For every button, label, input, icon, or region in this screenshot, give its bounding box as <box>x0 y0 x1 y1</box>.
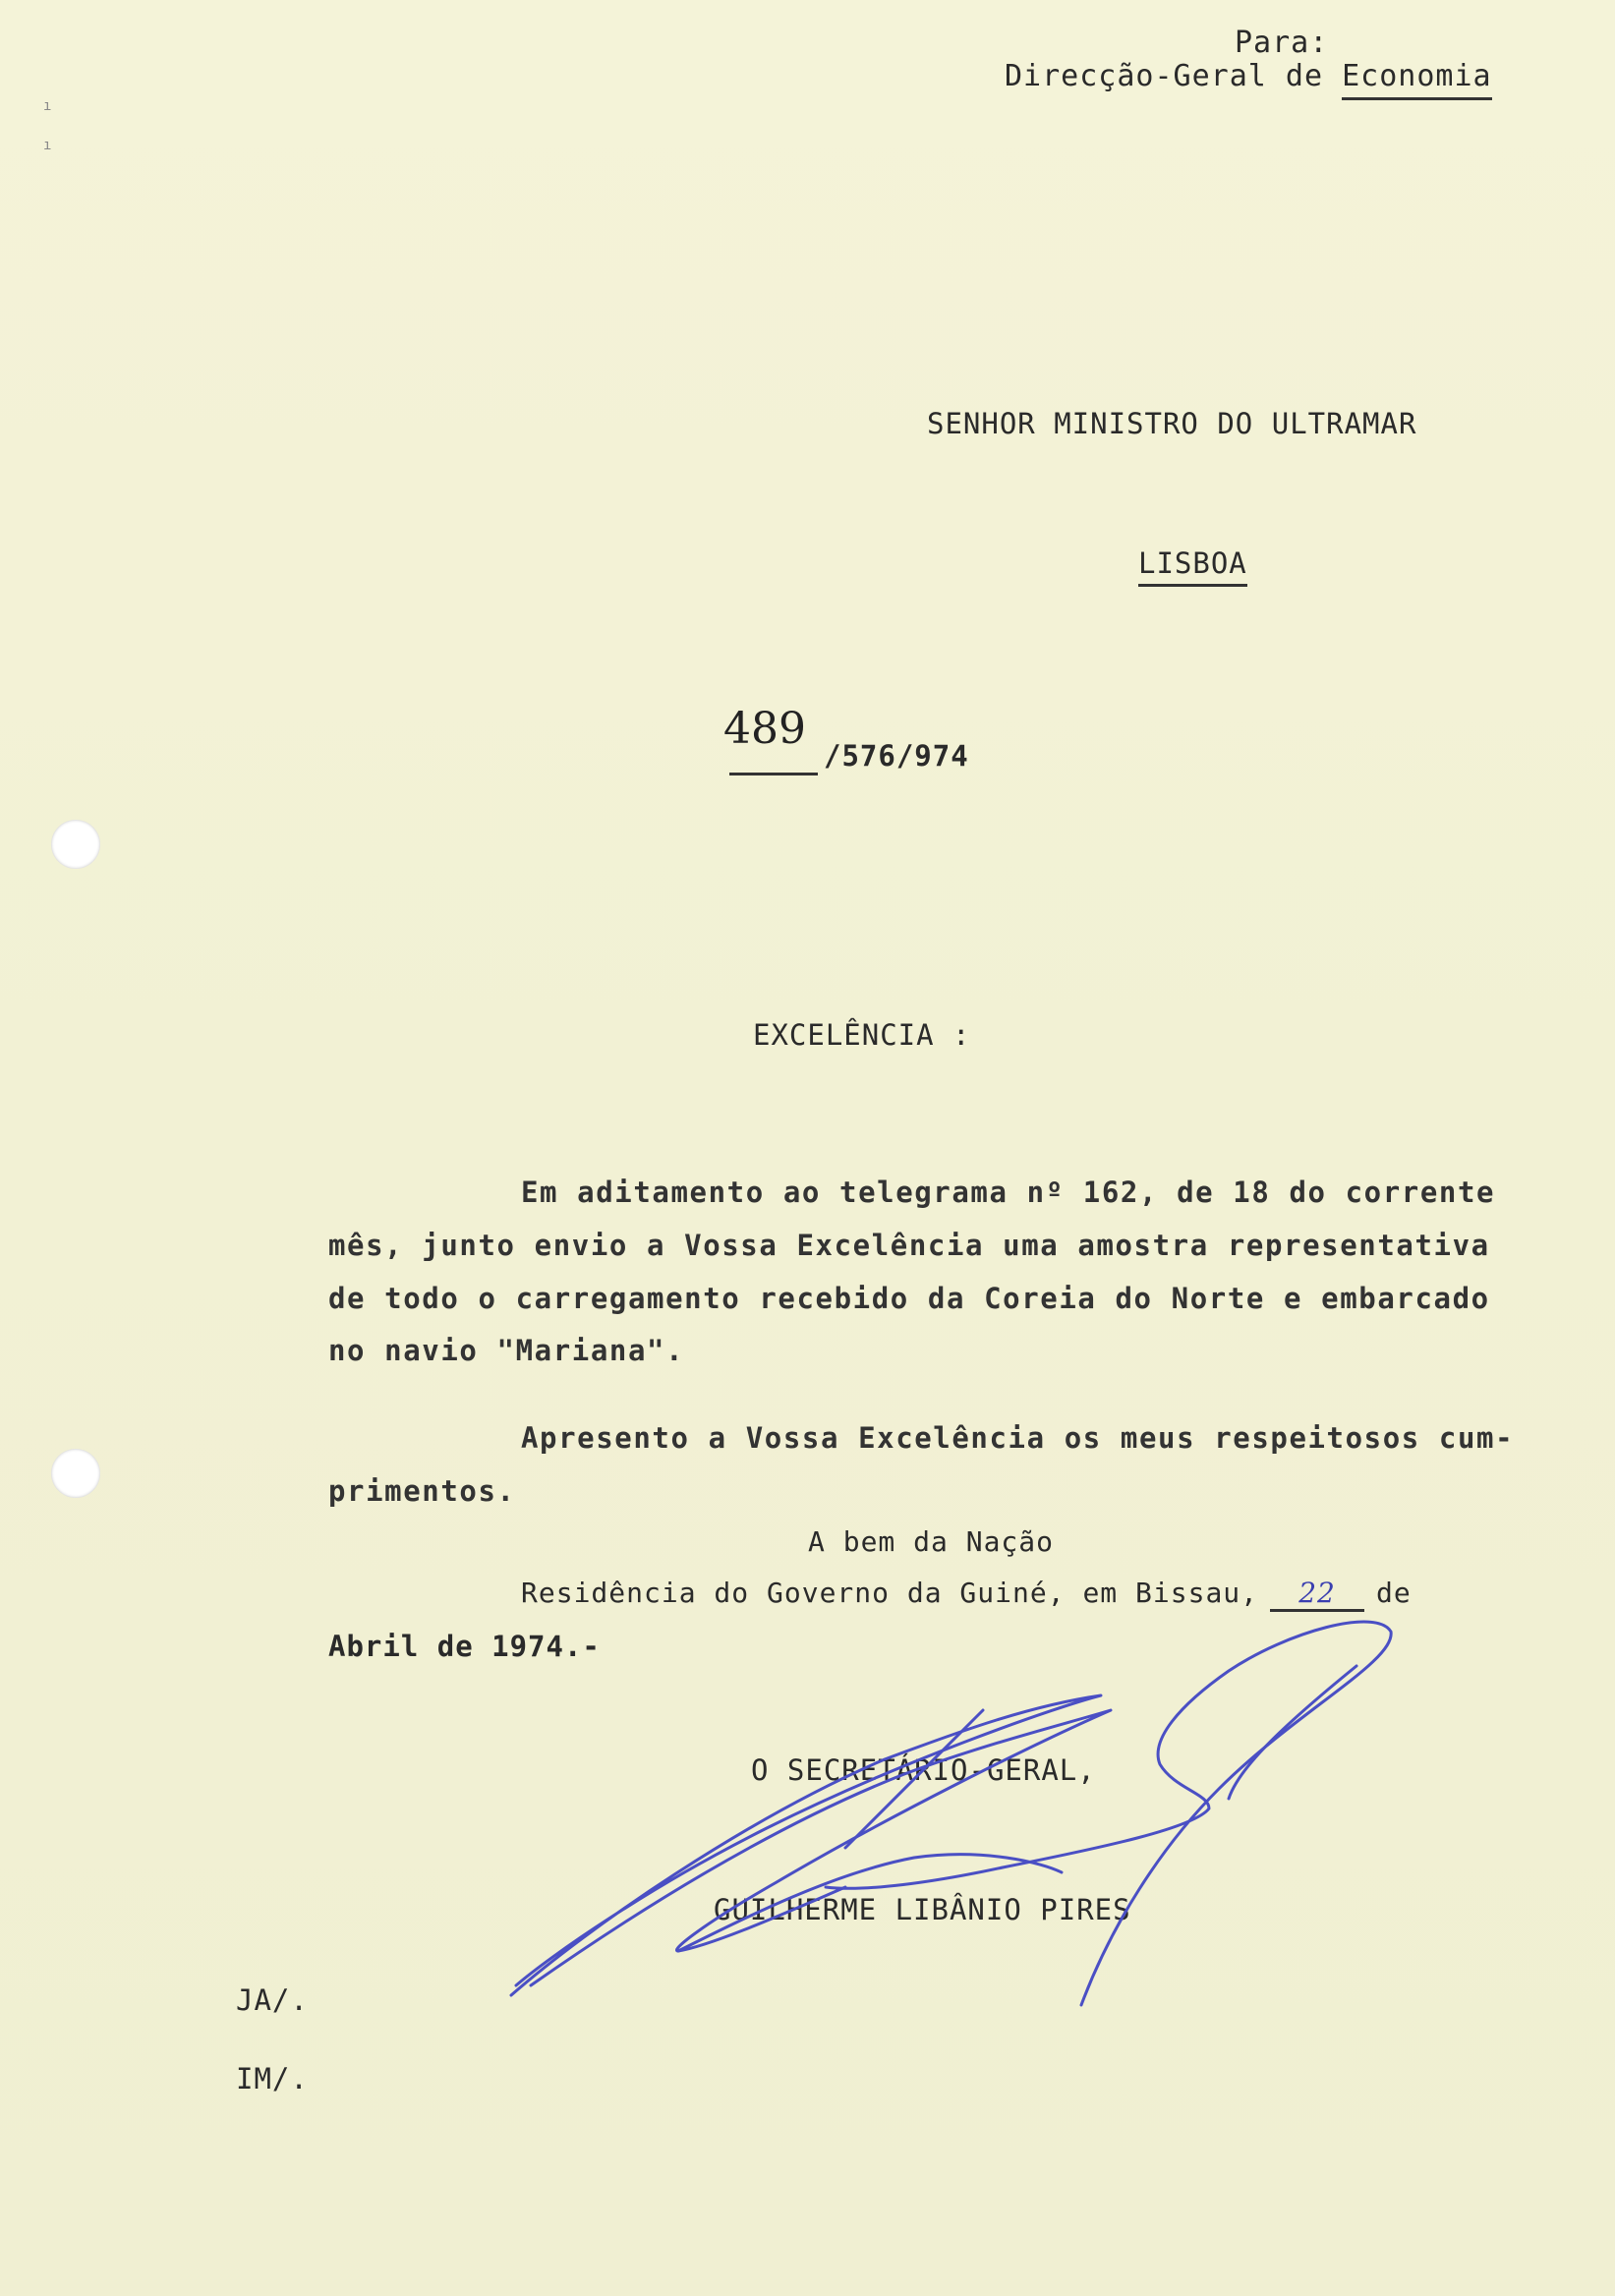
signature-stroke <box>1229 1666 1356 1799</box>
paragraph1-line: mês, junto envio a Vossa Excelência uma amostra representativa <box>328 1229 1490 1262</box>
paragraph1-line: Em aditamento ao telegrama nº 162, de 18 do corrente <box>521 1176 1496 1209</box>
signature-name: GUILHERME LIBÂNIO PIRES <box>714 1893 1131 1926</box>
addressee-line: SENHOR MINISTRO DO ULTRAMAR <box>927 407 1417 440</box>
paragraph2-line: primentos. <box>328 1474 516 1508</box>
addressee-city: LISBOA <box>1138 546 1247 587</box>
para-recipient-underlined: Economia <box>1342 59 1492 100</box>
closing-place-suffix: de <box>1376 1577 1412 1609</box>
initials-line: IM/. <box>236 2062 309 2095</box>
para-recipient-prefix: Direcção-Geral de <box>1005 59 1343 93</box>
paragraph1-line: de todo o carregamento recebido da Coreia do Norte e embarcado <box>328 1282 1490 1315</box>
signature-title: O SECRETÁRIO-GERAL, <box>751 1753 1096 1787</box>
reference-handwritten-number: 489 <box>723 704 806 754</box>
para-label: Para: <box>1235 26 1329 60</box>
paragraph1-line: no navio "Mariana". <box>328 1334 685 1367</box>
signature-stroke <box>511 1695 1101 1995</box>
reference-suffix: /576/974 <box>824 739 969 773</box>
closing-day-handwritten: 22 <box>1270 1577 1364 1612</box>
initials-line: JA/. <box>236 1983 309 2017</box>
signature-stroke <box>826 1622 1391 2005</box>
margin-mark: ı <box>43 138 52 153</box>
closing-place-prefix: Residência do Governo da Guiné, em Bissau, <box>521 1577 1259 1609</box>
margin-mark: ı <box>43 98 52 114</box>
signature-stroke <box>845 1710 983 1848</box>
signature-stroke <box>531 1710 1111 1985</box>
closing-motto: A bem da Nação <box>808 1525 1055 1558</box>
salutation: EXCELÊNCIA : <box>753 1018 971 1052</box>
paragraph2-line: Apresento a Vossa Excelência os meus respeitosos cum- <box>521 1421 1515 1455</box>
signature-stroke <box>678 1855 1062 1951</box>
closing-date-line: Abril de 1974.- <box>328 1630 601 1663</box>
